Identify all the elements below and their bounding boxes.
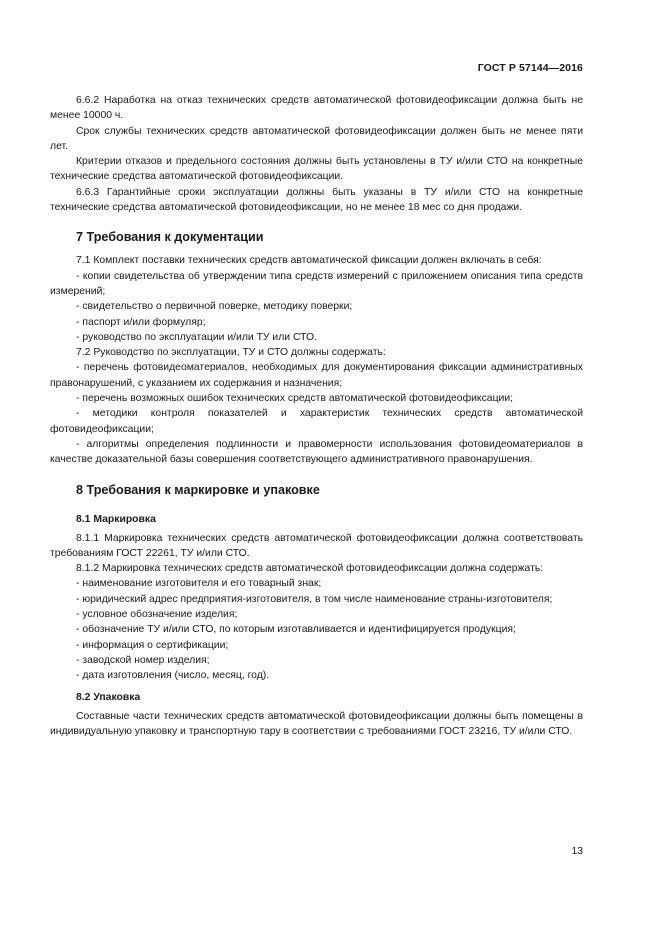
- paragraph: - методики контроля показателей и характеристик технических средств автоматической фотовидеофиксации;: [50, 408, 583, 435]
- paragraph: 6.6.3 Гарантийные сроки эксплуатации должны быть указаны в ТУ и/или СТО на конкретные технические средства автоматической фотовидеофиксации, но не менее 18 мес со дня продажи.: [50, 186, 583, 214]
- document-code: ГОСТ Р 57144—2016: [477, 62, 583, 74]
- paragraph: - перечень возможных ошибок технических средств автоматической фотовидеофиксации;: [76, 393, 514, 405]
- paragraph: - информация о сертификации;: [76, 639, 229, 651]
- paragraph: 7.1 Комплект поставки технических средств автоматической фиксации должен включать в себя:: [76, 255, 542, 267]
- paragraph: - дата изготовления (число, месяц, год).: [76, 670, 270, 682]
- paragraph: Критерии отказов и предельного состояния должны быть установлены в ТУ и/или СТО на конкретные технические средства автоматической фотовидеофиксации.: [50, 156, 583, 183]
- paragraph: - алгоритмы определения подлинности и правомерности использования фотовидеоматериалов в качестве доказательной базы совершения соответствующего административного правонарушения.: [50, 438, 583, 466]
- document-body: [50, 93, 583, 739]
- paragraph: - руководство по эксплуатации и/или ТУ или СТО.: [76, 331, 317, 343]
- paragraph: Срок службы технических средств автоматической фотовидеофиксации должен быть не менее пяти лет.: [50, 125, 583, 152]
- paragraph: - паспорт и/или формуляр;: [76, 316, 206, 328]
- subsection-heading: 8.2 Упаковка: [76, 691, 141, 703]
- paragraph: 6.6.2 Наработка на отказ технических средств автоматической фотовидеофиксации должна быть не менее 10000 ч.: [50, 95, 583, 122]
- section-heading: 7 Требования к документации: [76, 230, 264, 245]
- section-heading: 8 Требования к маркировке и упаковке: [76, 482, 320, 497]
- paragraph: 7.2 Руководство по эксплуатации, ТУ и СТО должны содержать:: [76, 347, 386, 359]
- page-number: 13: [571, 846, 583, 857]
- paragraph: - свидетельство о первичной поверке, методику поверки;: [76, 301, 353, 313]
- paragraph: 8.1.1 Маркировка технических средств автоматической фотовидеофиксации должна соответствовать требованиям ГОСТ 22261, ТУ и/или СТО.: [50, 532, 583, 559]
- paragraph: - копии свидетельства об утверждении типа средств измерений с приложением описания типа средств измерений;: [50, 270, 583, 297]
- paragraph: - обозначение ТУ и/или СТО, по которым изготавливается и идентифицируется продукция;: [76, 624, 516, 636]
- paragraph: - наименование изготовителя и его товарный знак;: [76, 578, 322, 590]
- subsection-heading: 8.1 Маркировка: [76, 513, 156, 525]
- paragraph: - условное обозначение изделия;: [76, 609, 238, 621]
- paragraph: - юридический адрес предприятия-изготовителя, в том числе наименование страны-изготовителя;: [76, 593, 553, 605]
- paragraph: - перечень фотовидеоматериалов, необходимых для документирования фиксации административных правонарушений, с указанием их содержания и назначения;: [50, 362, 583, 389]
- paragraph: 8.1.2 Маркировка технических средств автоматической фотовидеофиксации должна содержать:: [76, 563, 544, 575]
- paragraph: Составные части технических средств автоматической фотовидеофиксации должны быть помещены в индивидуальную упаковку и транспортную тару в соответствии с требованиями ГОСТ 23216, ТУ и/или СТО.: [50, 710, 583, 737]
- paragraph: - заводской номер изделия;: [76, 654, 210, 666]
